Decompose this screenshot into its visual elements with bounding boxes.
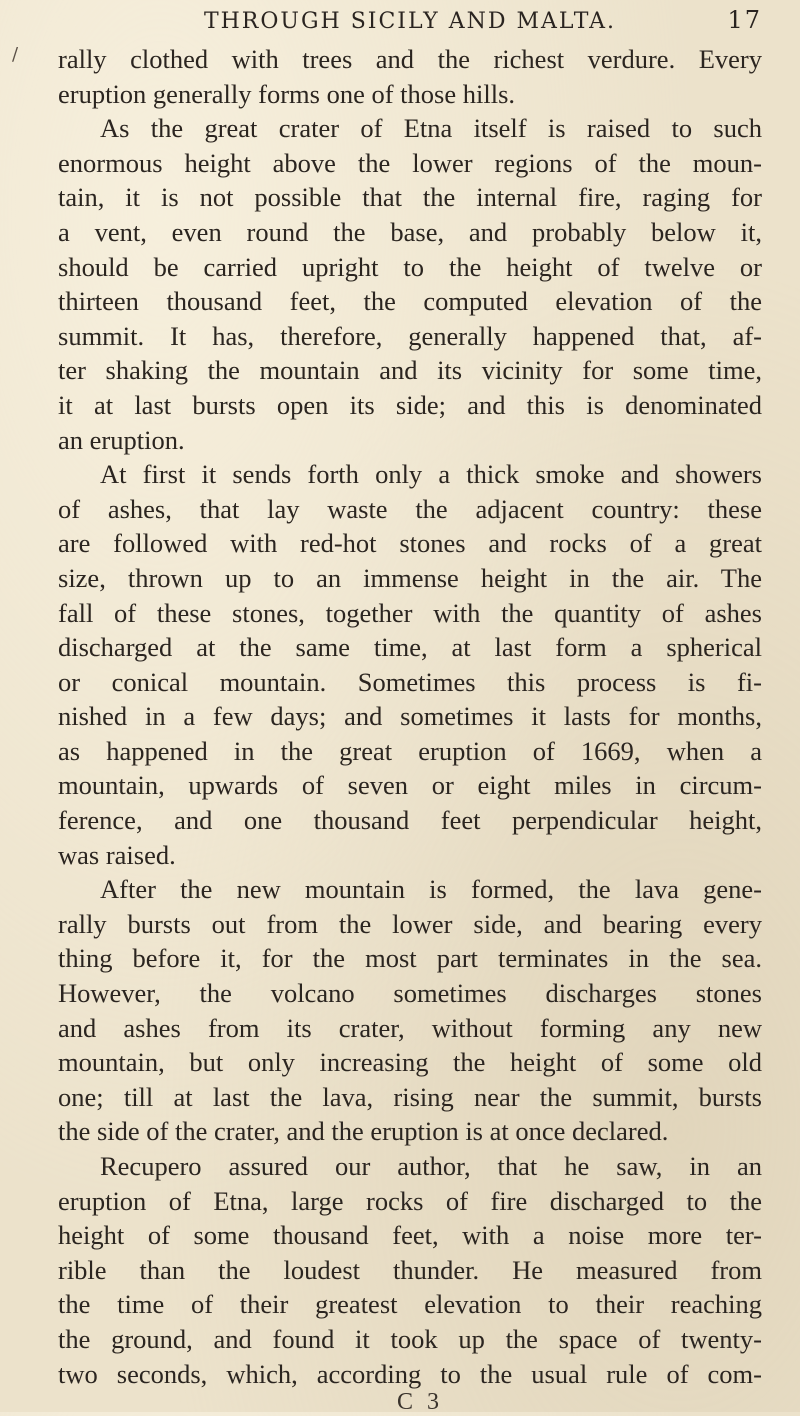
text-line: rally bursts out from the lower side, and bearing every [58,908,762,939]
text-line: fall of these stones, together with the quantity of ashes [58,597,762,628]
text-line: the side of the crater, and the eruption is at once declared. [58,1116,669,1147]
text-line: as happened in the great eruption of 1669, when a [58,735,762,766]
text-line: thirteen thousand feet, the computed elevation of the [58,286,762,317]
body-text [58,42,762,1391]
margin-mark: / [12,44,19,65]
text-line: should be carried upright to the height of twelve or [58,251,762,282]
text-line: the time of their greatest elevation to their reaching [58,1289,762,1320]
signature-mark: C 3 [396,1389,443,1416]
text-line: eruption generally forms one of those hills. [58,78,516,109]
text-line: was raised. [58,839,176,870]
text-line: it at last bursts open its side; and this is denominated [58,389,762,420]
text-line: discharged at the same time, at last form a spherical [58,632,762,663]
text-line: height of some thousand feet, with a noise more ter- [58,1220,762,1251]
running-title: THROUGH SICILY AND MALTA. [203,9,617,34]
text-line: After the new mountain is formed, the lava gene- [100,874,762,905]
text-line: a vent, even round the base, and probably below it, [58,216,762,247]
text-line: nished in a few days; and sometimes it lasts for months, [58,701,762,732]
text-line: and ashes from its crater, without forming any new [58,1012,762,1043]
text-line: an eruption. [58,424,185,455]
text-line: tain, it is not possible that the internal fire, raging for [58,182,762,213]
text-line: thing before it, for the most part terminates in the sea. [58,943,762,974]
text-line: or conical mountain. Sometimes this process is fi- [58,666,762,697]
text-line: mountain, but only increasing the height of some old [58,1047,762,1078]
text-line: ference, and one thousand feet perpendicular height, [58,805,762,836]
text-line: one; till at last the lava, rising near the summit, bursts [58,1081,762,1112]
text-line: size, thrown up to an immense height in the air. The [58,562,762,593]
text-line: are followed with red-hot stones and rocks of a great [58,528,762,559]
page-number: 17 [727,6,762,34]
text-line: rally clothed with trees and the richest verdure. Every [58,44,762,74]
text-line: enormous height above the lower regions of the moun- [58,147,762,178]
text-line: the ground, and found it took up the space of twenty- [58,1323,762,1354]
text-line: of ashes, that lay waste the adjacent country: these [58,493,762,524]
text-line: mountain, upwards of seven or eight miles in circum- [58,770,762,801]
text-line: eruption of Etna, large rocks of fire discharged to the [58,1185,762,1216]
text-line: As the great crater of Etna itself is raised to such [100,113,762,144]
text-line: summit. It has, therefore, generally happened that, af- [58,320,762,351]
text-line: However, the volcano sometimes discharges stones [58,978,762,1009]
text-line: At first it sends forth only a thick smoke and showers [100,459,762,490]
text-line: Recupero assured our author, that he saw, in an [100,1151,762,1181]
text-line: ter shaking the mountain and its vicinity for some time, [58,355,762,386]
text-line: two seconds, which, according to the usual rule of com- [58,1358,762,1389]
text-line: rible than the loudest thunder. He measured from [58,1254,762,1285]
running-head [58,6,762,42]
